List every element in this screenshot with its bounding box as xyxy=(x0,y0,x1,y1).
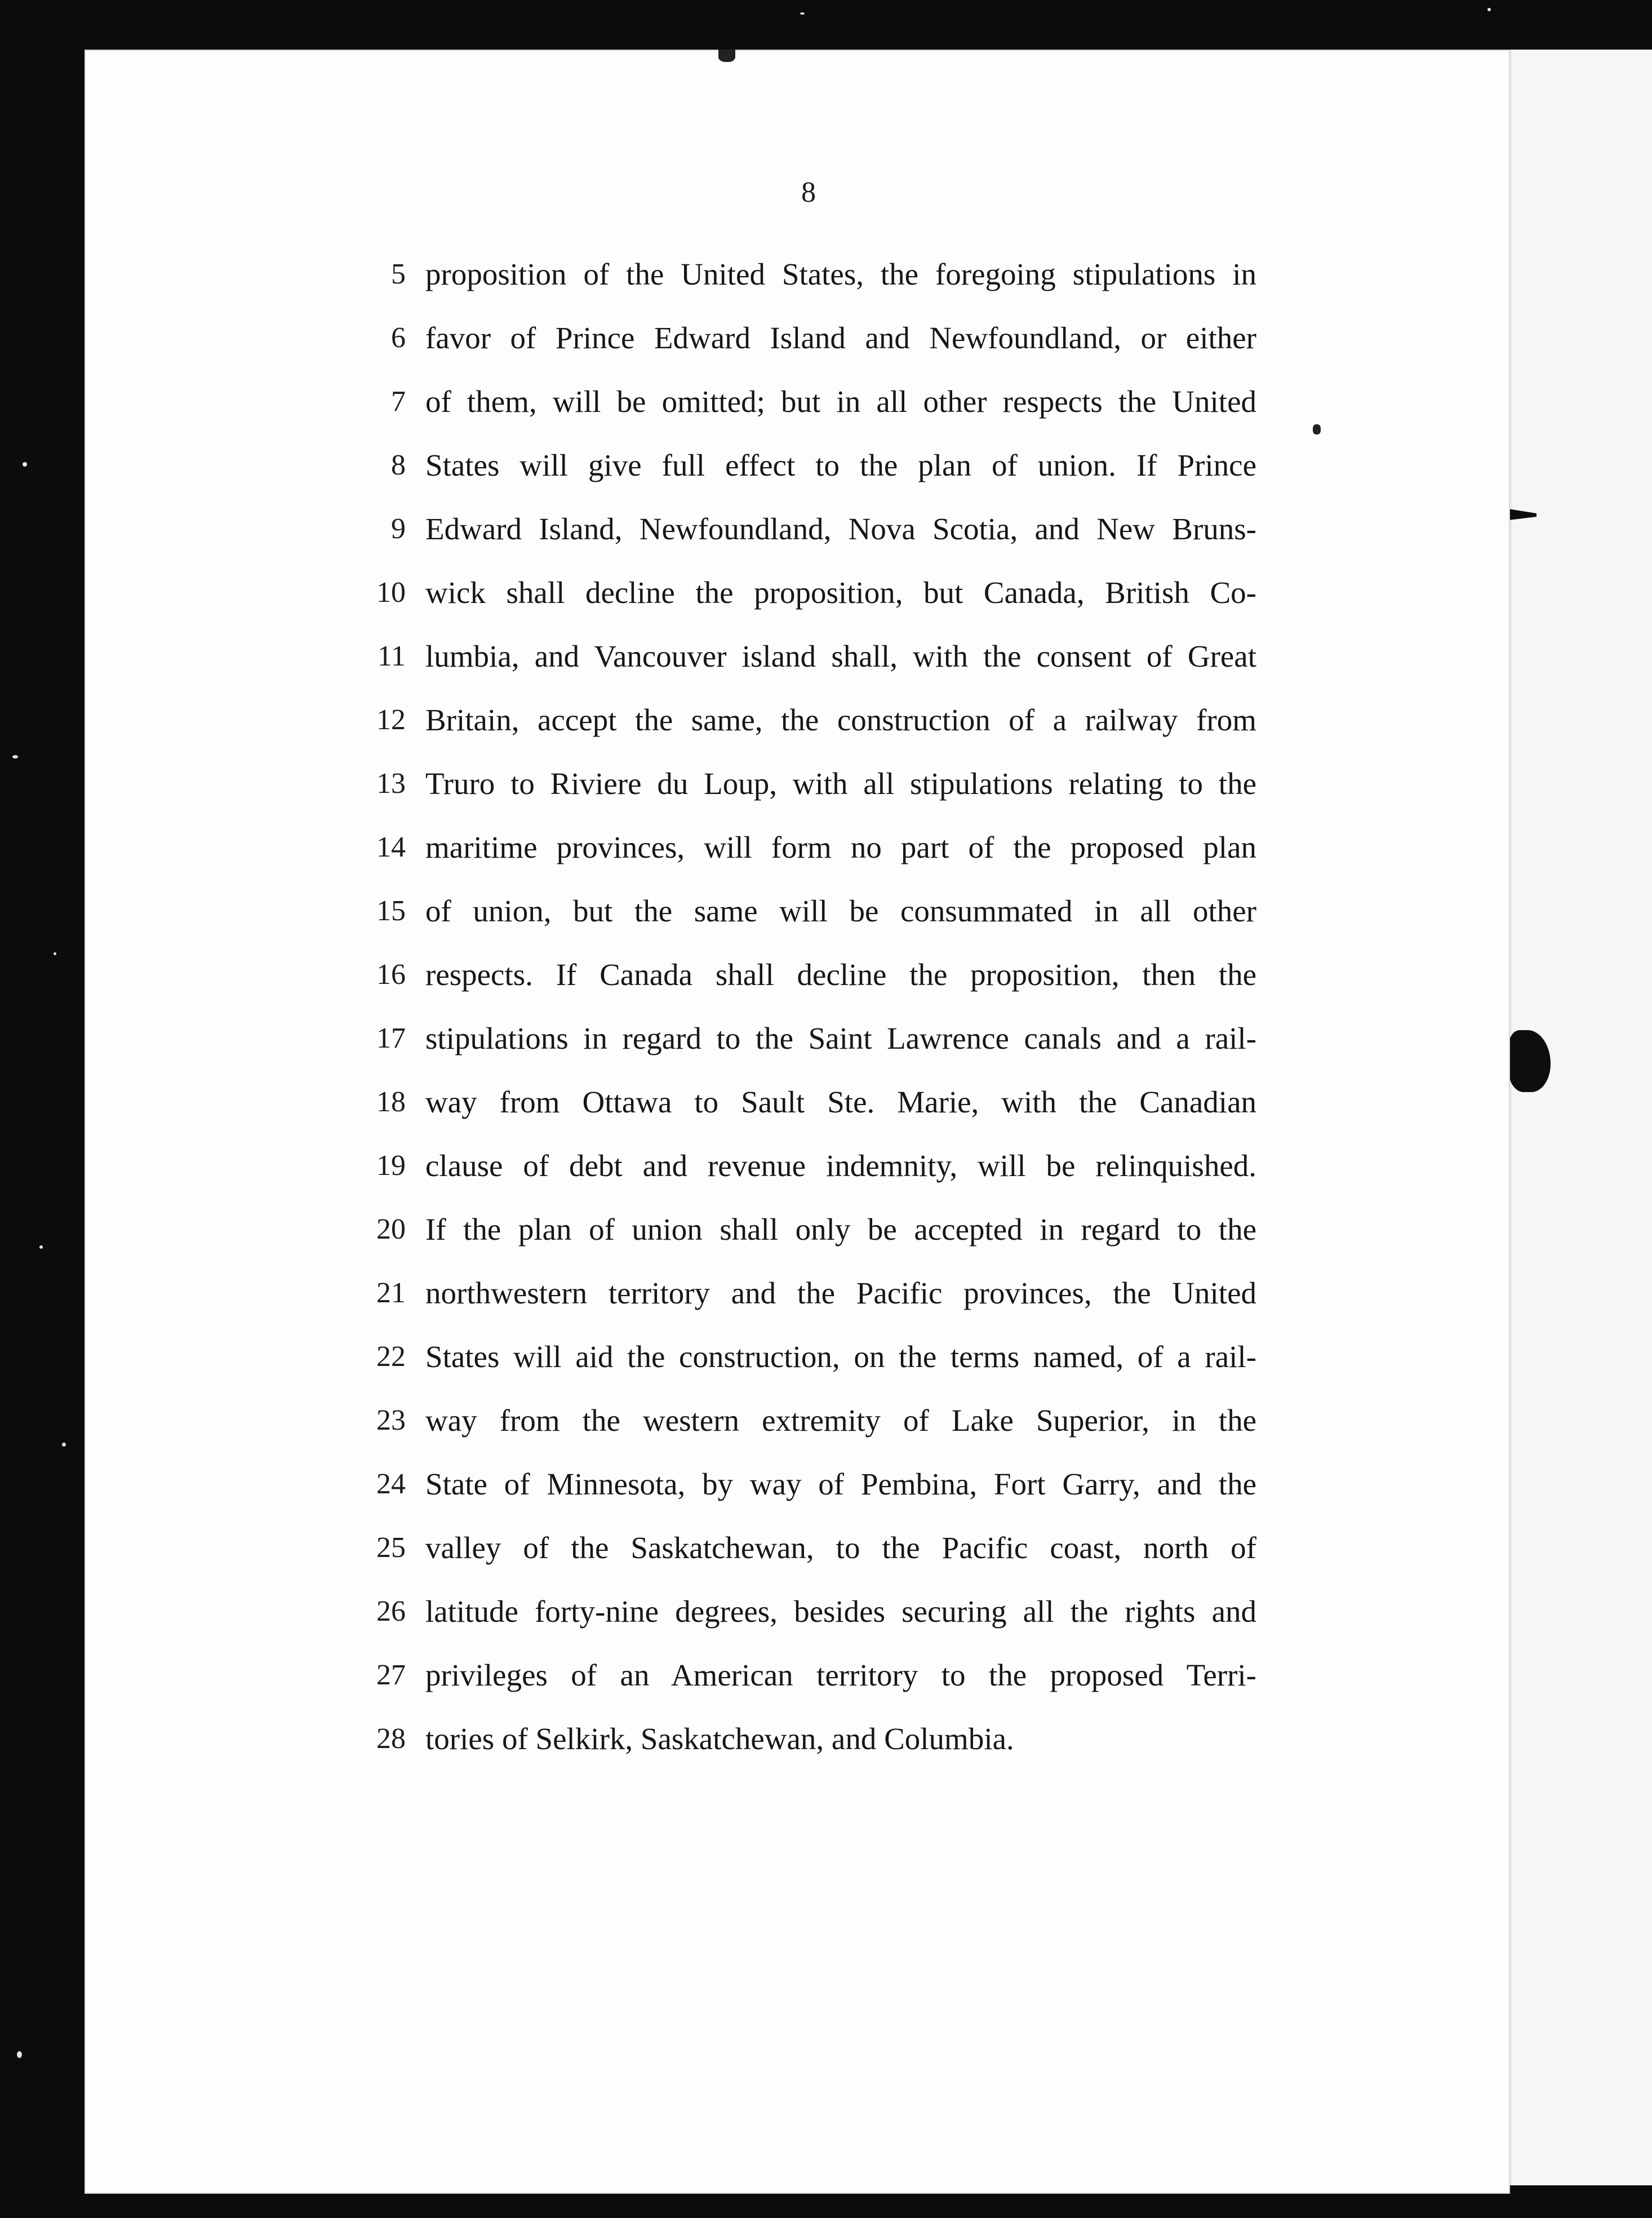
line-number: 5 xyxy=(391,258,406,290)
scan-speck xyxy=(23,462,27,467)
text-line xyxy=(349,1325,1262,1389)
line-text: latitude forty-nine degrees, besides securing all the rights and xyxy=(425,1594,1256,1629)
line-number: 6 xyxy=(391,322,406,354)
line-text: States will give full effect to the plan of union. If Prince xyxy=(425,448,1256,482)
text-line xyxy=(349,1134,1262,1197)
line-text: way from the western extremity of Lake Superior, in the xyxy=(425,1403,1256,1438)
line-number: 23 xyxy=(376,1404,406,1436)
top-ink-mark xyxy=(718,50,735,62)
text-line xyxy=(349,752,1262,815)
line-text: respects. If Canada shall decline the proposition, then the xyxy=(425,957,1256,992)
text-line xyxy=(349,1197,1262,1261)
line-number: 15 xyxy=(376,895,406,927)
text-line xyxy=(349,370,1262,433)
text-line xyxy=(349,1452,1262,1516)
line-text: valley of the Saskatchewan, to the Pacific coast, north of xyxy=(425,1531,1256,1565)
line-text: of union, but the same will be consummated in all other xyxy=(425,894,1256,928)
text-line xyxy=(349,1580,1262,1643)
line-number: 24 xyxy=(376,1468,406,1500)
line-number: 27 xyxy=(376,1659,406,1691)
adjacent-page-edge xyxy=(1503,50,1652,2185)
line-text: privileges of an American territory to the proposed Terri- xyxy=(425,1658,1256,1692)
line-number: 12 xyxy=(376,704,406,736)
line-number: 22 xyxy=(376,1341,406,1373)
line-text: of them, will be omitted; but in all other respects the United xyxy=(425,384,1256,419)
line-text: Edward Island, Newfoundland, Nova Scotia, and New Bruns- xyxy=(425,512,1256,546)
document-body xyxy=(349,242,1262,1771)
text-line xyxy=(349,943,1262,1006)
line-number: 19 xyxy=(376,1150,406,1182)
margin-speck xyxy=(1313,424,1321,434)
line-text: stipulations in regard to the Saint Lawrence canals and a rail- xyxy=(425,1021,1256,1055)
text-line xyxy=(349,1070,1262,1134)
line-text: States will aid the construction, on the terms named, of a rail- xyxy=(425,1339,1256,1374)
text-line xyxy=(349,1389,1262,1452)
line-text: tories of Selkirk, Saskatchewan, and Columbia. xyxy=(425,1722,1014,1756)
text-line xyxy=(349,1261,1262,1325)
line-text: northwestern territory and the Pacific provinces, the United xyxy=(425,1276,1256,1310)
text-line xyxy=(349,688,1262,752)
text-line xyxy=(349,497,1262,561)
text-line xyxy=(349,1006,1262,1070)
scan-speck xyxy=(54,952,56,955)
line-number: 11 xyxy=(377,640,406,672)
scan-speck xyxy=(62,1443,66,1447)
text-line xyxy=(349,879,1262,943)
text-line xyxy=(349,1516,1262,1580)
scan-speck xyxy=(800,12,805,15)
line-number: 21 xyxy=(376,1277,406,1309)
line-number: 16 xyxy=(376,959,406,991)
scan-speck xyxy=(39,1245,43,1249)
line-text: State of Minnesota, by way of Pembina, Fort Garry, and the xyxy=(425,1467,1256,1501)
scan-speck xyxy=(12,755,18,758)
text-line xyxy=(349,815,1262,879)
line-text: Truro to Riviere du Loup, with all stipulations relating to the xyxy=(425,766,1256,801)
page-number: 8 xyxy=(801,176,816,209)
line-number: 8 xyxy=(391,449,406,481)
line-text: clause of debt and revenue indemnity, will be relinquished. xyxy=(425,1148,1256,1183)
text-line xyxy=(349,1643,1262,1707)
ink-blot xyxy=(1508,1030,1551,1092)
ink-blot xyxy=(1508,509,1536,520)
text-line xyxy=(349,242,1262,306)
line-number: 9 xyxy=(391,513,406,545)
line-number: 10 xyxy=(376,576,406,609)
scan-speck xyxy=(1487,8,1491,11)
line-number: 26 xyxy=(376,1595,406,1627)
text-line xyxy=(349,1707,1262,1771)
line-number: 7 xyxy=(391,385,406,418)
line-text: wick shall decline the proposition, but Canada, British Co- xyxy=(425,575,1256,610)
line-number: 13 xyxy=(376,768,406,800)
line-text: If the plan of union shall only be accepted in regard to the xyxy=(425,1212,1256,1246)
scan-speck xyxy=(17,2051,22,2058)
text-line xyxy=(349,624,1262,688)
text-line xyxy=(349,306,1262,370)
line-text: proposition of the United States, the foregoing stipulations in xyxy=(425,257,1256,291)
line-number: 14 xyxy=(376,831,406,863)
line-text: lumbia, and Vancouver island shall, with the consent of Great xyxy=(425,639,1256,673)
line-text: maritime provinces, will form no part of the proposed plan xyxy=(425,830,1256,864)
line-number: 20 xyxy=(376,1213,406,1245)
line-number: 25 xyxy=(376,1532,406,1564)
line-text: favor of Prince Edward Island and Newfoundland, or either xyxy=(425,321,1256,355)
line-text: Britain, accept the same, the construction of a railway from xyxy=(425,703,1256,737)
text-line xyxy=(349,433,1262,497)
line-number: 28 xyxy=(376,1723,406,1755)
line-text: way from Ottawa to Sault Ste. Marie, with the Canadian xyxy=(425,1085,1256,1119)
line-number: 18 xyxy=(376,1086,406,1118)
line-number: 17 xyxy=(376,1022,406,1054)
text-line xyxy=(349,561,1262,624)
